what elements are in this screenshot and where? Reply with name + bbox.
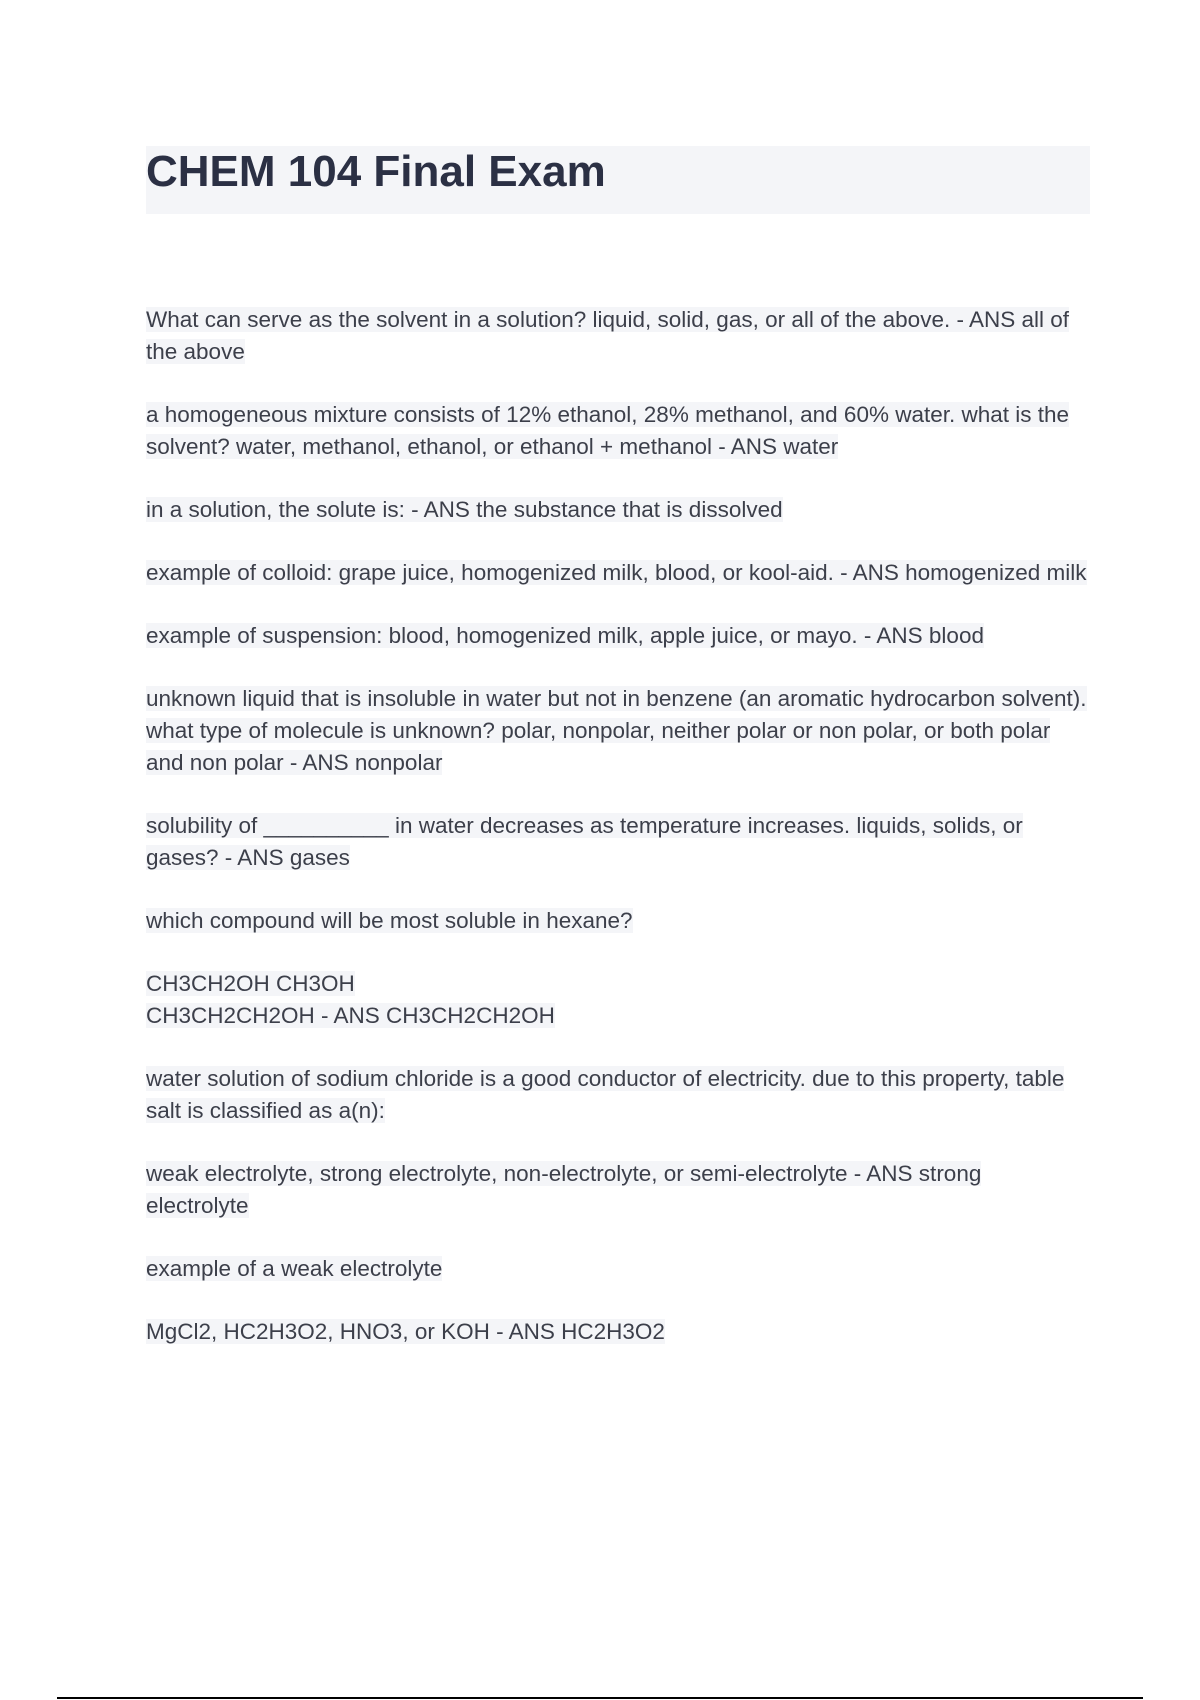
- paragraph-text: CH3CH2CH2OH - ANS CH3CH2CH2OH: [146, 1003, 555, 1028]
- paragraph-text: What can serve as the solvent in a solution? liquid, solid, gas, or all of the above. - ANS all of the above: [146, 307, 1070, 364]
- qa-paragraph: [146, 620, 1090, 652]
- paragraph-text: water solution of sodium chloride is a good conductor of electricity. due to this property, table salt is classified as a(n):: [146, 1066, 1065, 1123]
- paragraph-text: unknown liquid that is insoluble in water but not in benzene (an aromatic hydrocarbon solvent). what type of molecule is unknown? polar, nonpolar, neither polar or non polar, or both polar and non polar - ANS nonpolar: [146, 686, 1087, 775]
- qa-paragraph: [146, 968, 1090, 1032]
- qa-paragraph: [146, 494, 1090, 526]
- paragraph-text: MgCl2, HC2H3O2, HNO3, or KOH - ANS HC2H3O2: [146, 1319, 665, 1344]
- qa-paragraph: [146, 557, 1090, 589]
- qa-paragraph: [146, 905, 1090, 937]
- page-bottom-rule: [57, 1697, 1143, 1699]
- qa-paragraph: [146, 683, 1090, 779]
- paragraph-text: in a solution, the solute is: - ANS the substance that is dissolved: [146, 497, 783, 522]
- qa-paragraph: [146, 399, 1090, 463]
- page-title: CHEM 104 Final Exam: [146, 147, 606, 196]
- document-body: [146, 304, 1090, 1379]
- paragraph-text: which compound will be most soluble in hexane?: [146, 908, 633, 933]
- qa-paragraph: [146, 1063, 1090, 1127]
- qa-paragraph: [146, 810, 1090, 874]
- qa-paragraph: [146, 1316, 1090, 1348]
- qa-paragraph: [146, 304, 1090, 368]
- paragraph-text: a homogeneous mixture consists of 12% ethanol, 28% methanol, and 60% water. what is the solvent? water, methanol, ethanol, or ethanol + methanol - ANS water: [146, 402, 1070, 459]
- qa-paragraph: [146, 1158, 1090, 1222]
- paragraph-text: example of suspension: blood, homogenized milk, apple juice, or mayo. - ANS blood: [146, 623, 984, 648]
- paragraph-text: example of colloid: grape juice, homogenized milk, blood, or kool-aid. - ANS homogenized milk: [146, 560, 1087, 585]
- paragraph-text: weak electrolyte, strong electrolyte, non-electrolyte, or semi-electrolyte - ANS strong electrolyte: [146, 1161, 982, 1218]
- paragraph-text: example of a weak electrolyte: [146, 1256, 443, 1281]
- paragraph-text: CH3CH2OH CH3OH: [146, 971, 355, 996]
- qa-paragraph: [146, 1253, 1090, 1285]
- paragraph-text: solubility of __________ in water decreases as temperature increases. liquids, solids, or gases? - ANS gases: [146, 813, 1023, 870]
